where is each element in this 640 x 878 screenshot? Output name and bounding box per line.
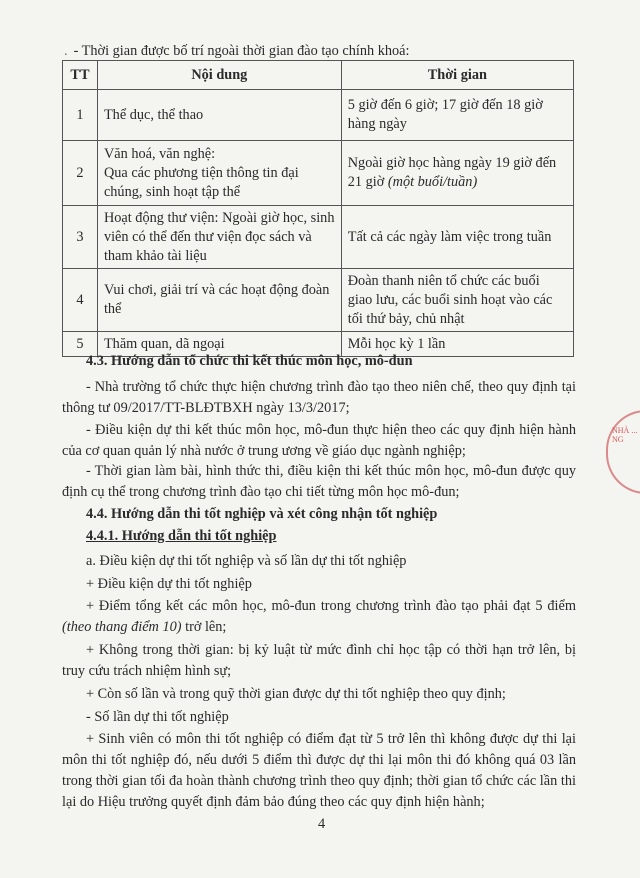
row-content: Vui chơi, giải trí và các hoạt động đoàn thể bbox=[97, 269, 341, 332]
intro-text: - Thời gian được bố trí ngoài thời gian đào tạo chính khoá: bbox=[73, 43, 410, 59]
row-time: 5 giờ đến 6 giờ; 17 giờ đến 18 giờ hàng ngày bbox=[341, 90, 573, 141]
condition-3: + Còn số lần và trong quỹ thời gian được dự thi tốt nghiệp theo quy định; bbox=[86, 686, 506, 702]
header-tt: TT bbox=[63, 61, 98, 90]
row-tt: 5 bbox=[63, 332, 98, 357]
schedule-table bbox=[62, 60, 574, 357]
count-1: + Sinh viên có môn thi tốt nghiệp có điểm đạt từ 5 trở lên thì không được dự thi lại môn thi tốt nghiệp đó, nếu dưới 5 điểm thì được dự thi lại môn thi đó không quá 03 lần trong thời gian tối đa hoàn thành chương trình theo quy định; thời gian tổ chức các lần thi lại do Hiệu trưởng quyết định đảm bảo đúng theo các quy định hiện hành; bbox=[62, 731, 576, 810]
table-row bbox=[63, 141, 574, 206]
row-tt: 1 bbox=[63, 90, 98, 141]
row-time: Ngoài giờ học hàng ngày 19 giờ đến 21 giờ (một buổi/tuần) bbox=[341, 141, 573, 206]
section-4-4-1-heading: 4.4.1. Hướng dẫn thi tốt nghiệp bbox=[86, 528, 277, 544]
stamp-text: NHÀ ... NG bbox=[612, 426, 638, 444]
row-content: Hoạt động thư viện: Ngoài giờ học, sinh viên có thể đến thư viện đọc sách và tham khảo tài liệu bbox=[97, 206, 341, 269]
row-time: Đoàn thanh niên tổ chức các buổi giao lưu, các buổi sinh hoạt vào các tối thứ bảy, chủ nhật bbox=[341, 269, 573, 332]
paragraph-4-3-2: - Điều kiện dự thi kết thúc môn học, mô-đun thực hiện theo các quy định hiện hành của cơ quan quản lý nhà nước ở trung ương về giáo dục ngành nghiệp; bbox=[62, 422, 576, 459]
row-tt: 4 bbox=[63, 269, 98, 332]
row-content: Thăm quan, dã ngoại bbox=[97, 332, 341, 357]
row-tt: 2 bbox=[63, 141, 98, 206]
item-a: a. Điều kiện dự thi tốt nghiệp và số lần dự thi tốt nghiệp bbox=[86, 553, 407, 569]
section-4-4-heading: 4.4. Hướng dẫn thi tốt nghiệp và xét công nhận tốt nghiệp bbox=[86, 506, 438, 522]
page-number: 4 bbox=[318, 816, 326, 832]
header-content: Nội dung bbox=[97, 61, 341, 90]
count-title: - Số lần dự thi tốt nghiệp bbox=[86, 709, 229, 725]
red-stamp-fragment bbox=[606, 410, 640, 494]
table-row bbox=[63, 90, 574, 141]
table-header-row bbox=[63, 61, 574, 90]
table-row bbox=[63, 269, 574, 332]
paragraph-4-3-3: - Thời gian làm bài, hình thức thi, điều kiện thi kết thúc môn học, mô-đun được quy định cụ thể trong chương trình đào tạo chi tiết từng môn học mô-đun; bbox=[62, 463, 576, 500]
header-time: Thời gian bbox=[341, 61, 573, 90]
row-time: Mỗi học kỳ 1 lần bbox=[341, 332, 573, 357]
row-content: Thể dục, thể thao bbox=[97, 90, 341, 141]
condition-title: + Điều kiện dự thi tốt nghiệp bbox=[86, 576, 252, 592]
scan-mark: . bbox=[64, 43, 68, 59]
intro-line bbox=[64, 42, 409, 60]
section-4-3-heading: 4.3. Hướng dẫn tổ chức thi kết thúc môn học, mô-đun bbox=[86, 353, 413, 369]
condition-2: + Không trong thời gian: bị kỷ luật từ mức đình chỉ học tập có thời hạn trở lên, bị truy cứu trách nhiệm hình sự; bbox=[62, 642, 576, 679]
table-row bbox=[63, 206, 574, 269]
row-time: Tất cả các ngày làm việc trong tuần bbox=[341, 206, 573, 269]
paragraph-4-3-1: - Nhà trường tổ chức thực hiện chương trình đào tạo theo niên chế, theo quy định tại thông tư 09/2017/TT-BLĐTBXH ngày 13/3/2017; bbox=[62, 379, 576, 416]
row-content: Văn hoá, văn nghệ: Qua các phương tiện thông tin đại chúng, sinh hoạt tập thể bbox=[97, 141, 341, 206]
row-tt: 3 bbox=[63, 206, 98, 269]
condition-1: + Điểm tổng kết các môn học, mô-đun trong chương trình đào tạo phải đạt 5 điểm (theo thang điểm 10) trở lên; bbox=[62, 598, 576, 635]
